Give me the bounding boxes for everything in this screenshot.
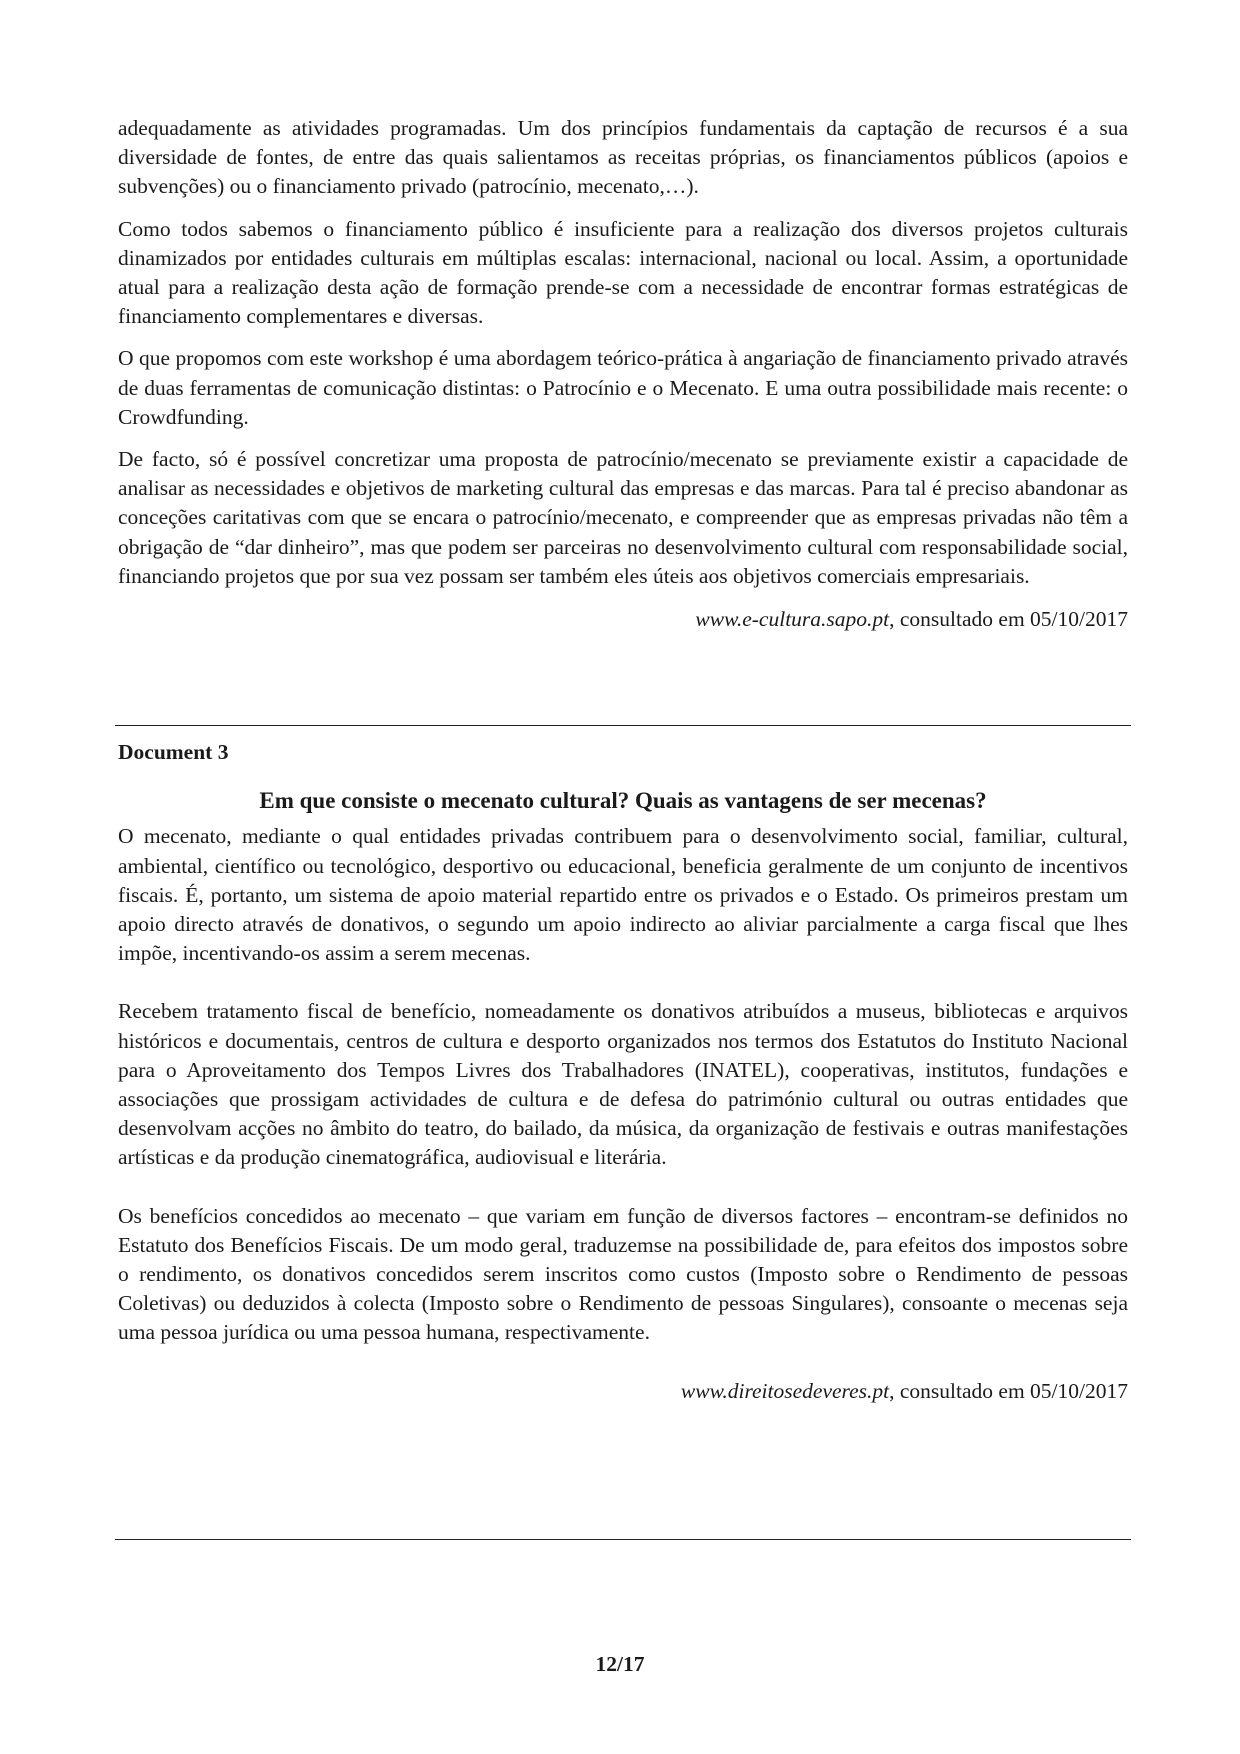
- doc3-paragraph-1: O mecenato, mediante o qual entidades privadas contribuem para o desenvolvimento social, familiar, cultural, ambiental, científico ou tecnológico, desportivo ou educacional, beneficia geralmente de um conjunto de incentivos fiscais. É, portanto, um sistema de apoio material repartido entre os privados e o Estado. Os primeiros prestam um apoio directo através de donativos, o segundo um apoio indirecto ao aliviar parcialmente a carga fiscal que lhes impõe, incentivando-os assim a serem mecenas.: [118, 824, 1128, 966]
- doc3-body: [118, 738, 1128, 1406]
- doc2-source-date: , consultado em 05/10/2017: [889, 607, 1128, 632]
- doc3-paragraph-2: Recebem tratamento fiscal de benefício, nomeadamente os donativos atribuídos a museus, bibliotecas e arquivos históricos e documentais, centros de cultura e desporto organizados nos termos dos Estatutos do Instituto Nacional para o Aproveitamento dos Tempos Livres dos Trabalhadores (INATEL), cooperativas, institutos, fundações e associações que prossigam actividades de cultura e de defesa do património cultural ou outras entidades que desenvolvam acções no âmbito do teatro, do bailado, da música, da organização de festivais e outras manifestações artísticas e da produção cinematográfica, audiovisual e literária.: [118, 999, 1128, 1170]
- doc3-source-site: www.direitosedeveres.pt: [680, 1378, 890, 1403]
- doc2-paragraph-3: O que propomos com este workshop é uma abordagem teórico-prática à angariação de financiamento privado através de duas ferramentas de comunicação distintas: o Patrocínio e o Mecenato. E uma outra possibilidade mais recente: o Crowdfunding.: [118, 346, 1128, 429]
- doc2-paragraph-1: adequadamente as atividades programadas. Um dos princípios fundamentais da captação de recursos é a sua diversidade de fontes, de entre das quais salientamos as receitas próprias, os financiamentos públicos (apoios e subvenções) ou o financiamento privado (patrocínio, mecenato,…).: [118, 116, 1128, 199]
- doc3-source-date: , consultado em 05/10/2017: [889, 1378, 1128, 1403]
- doc2-paragraph-2: Como todos sabemos o financiamento público é insuficiente para a realização dos diversos projetos culturais dinamizados por entidades culturais em múltiplas escalas: internacional, nacional ou local. Assim, a oportunidade atual para a realização desta ação de formação prende-se com a necessidade de encontrar formas estratégicas de financiamento complementares e diversas.: [118, 216, 1128, 329]
- doc3-label: Document 3: [118, 740, 229, 764]
- doc3-title: Em que consiste o mecenato cultural? Quais as vantagens de ser mecenas?: [259, 788, 987, 814]
- doc2-source: [118, 605, 1128, 634]
- doc2-paragraph-4: De facto, só é possível concretizar uma proposta de patrocínio/mecenato se previamente existir a capacidade de analisar as necessidades e objetivos de marketing cultural das empresas e das marcas. Para tal é preciso abandonar as conceções caritativas com que se encara o patrocínio/mecenato, e compreender que as empresas privadas não têm a obrigação de “dar dinheiro”, mas que podem ser parceiras no desenvolvimento cultural com responsabilidade social, financiando projetos que por sua vez possam ser também eles úteis aos objetivos comerciais empresariais.: [118, 447, 1128, 588]
- bottom-divider: [115, 1539, 1131, 1540]
- doc2-source-site: www.e-cultura.sapo.pt: [695, 607, 890, 632]
- page-number: 12/17: [595, 1652, 645, 1676]
- doc3-source: [118, 1377, 1128, 1406]
- doc2-body: [118, 114, 1128, 634]
- doc3-paragraph-3: Os benefícios concedidos ao mecenato – que variam em função de diversos factores – encontram-se definidos no Estatuto dos Benefícios Fiscais. De um modo geral, traduzemse na possibilidade de, para efeitos dos impostos sobre o rendimento, os donativos concedidos serem inscritos como custos (Imposto sobre o Rendimento de pessoas Coletivas) ou deduzidos à colecta (Imposto sobre o Rendimento de pessoas Singulares), consoante o mecenas seja uma pessoa jurídica ou uma pessoa humana, respectivamente.: [118, 1203, 1128, 1345]
- section-divider: [115, 725, 1131, 726]
